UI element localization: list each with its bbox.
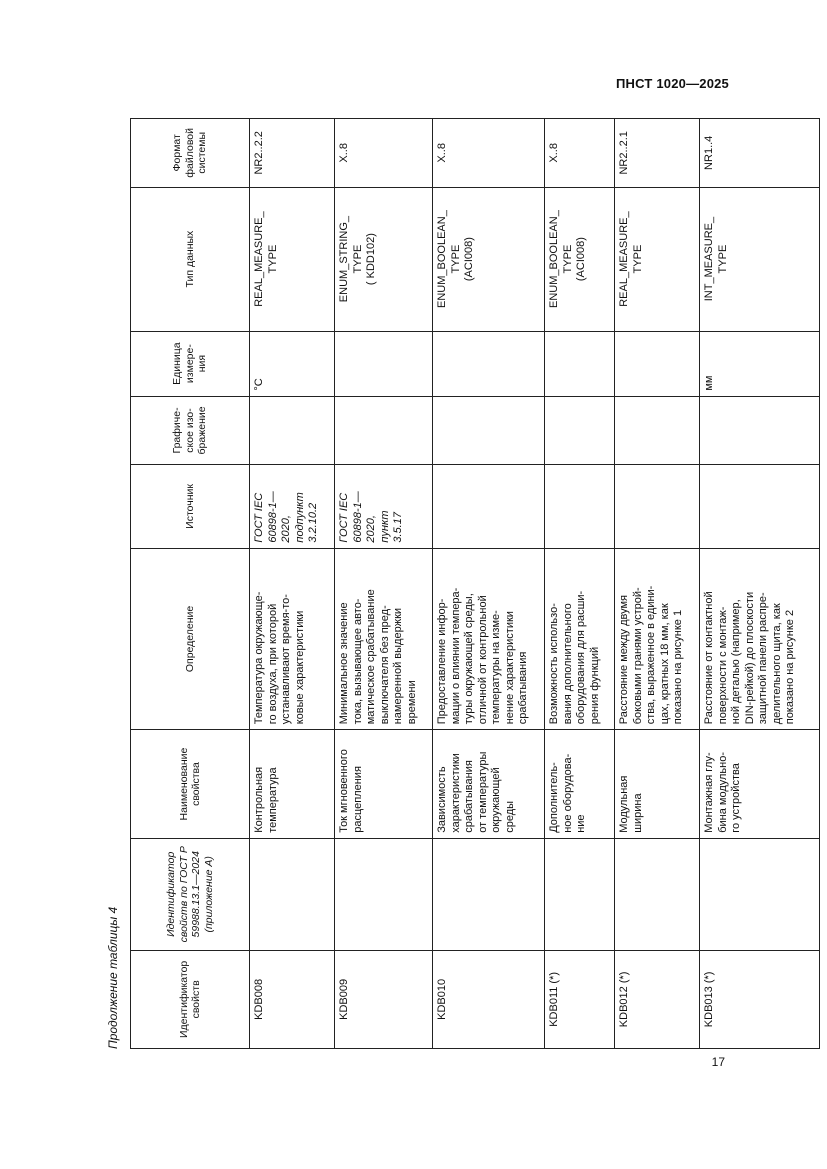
cell-id: KDB013 (*)	[700, 950, 820, 1048]
table-row	[545, 119, 615, 1049]
cell-datatype: INT_MEASURE_ TYPE	[700, 187, 820, 331]
col-header-format: Формат файловой системы	[131, 119, 250, 188]
col-header-definition: Определение	[131, 548, 250, 730]
cell-graphic	[250, 396, 335, 465]
cell-datatype: REAL_MEASURE_ TYPE	[615, 187, 700, 331]
cell-name: Монтажная глу- бина модульно- го устройства	[700, 730, 820, 839]
col-header-id: Идентификатор свойств	[131, 950, 250, 1048]
cell-source	[615, 465, 700, 548]
cell-name: Зависимость характеристики срабатывания от температуры окружающей среды	[433, 730, 545, 839]
cell-name: Модульная ширина	[615, 730, 700, 839]
cell-definition: Расстояние от контактной поверхности с монтаж- ной деталью (например, DIN-рейкой) до плоскости защитной панели распре- делительного щита, как показано на рисунке 2	[700, 548, 820, 730]
properties-table	[130, 118, 820, 1049]
cell-unit: °C	[250, 331, 335, 396]
cell-unit	[433, 331, 545, 396]
col-header-name: Наименование свойства	[131, 730, 250, 839]
cell-graphic	[700, 396, 820, 465]
col-header-graphic: Графиче- ское изо- бражение	[131, 396, 250, 465]
cell-id: KDB012 (*)	[615, 950, 700, 1048]
cell-datatype: ENUM_BOOLEAN_ TYPE (ACI008)	[545, 187, 615, 331]
cell-format: X..8	[335, 119, 433, 188]
table-row	[615, 119, 700, 1049]
table-header-row	[131, 119, 250, 1049]
col-header-source: Источник	[131, 465, 250, 548]
cell-source	[700, 465, 820, 548]
cell-datatype: ENUM_BOOLEAN_ TYPE (ACI008)	[433, 187, 545, 331]
col-header-gost-id: Идентификатор свойств по ГОСТ Р 59988.13.1—2024 (приложение А)	[131, 838, 250, 950]
cell-source	[433, 465, 545, 548]
cell-datatype: ENUM_STRING_ TYPE ( KDD102)	[335, 187, 433, 331]
cell-unit	[335, 331, 433, 396]
cell-gost-id	[545, 838, 615, 950]
table-caption: Продолжение таблицы 4	[106, 906, 120, 1049]
cell-gost-id	[433, 838, 545, 950]
col-header-unit: Единица измере- ния	[131, 331, 250, 396]
cell-id: KDB010	[433, 950, 545, 1048]
cell-definition: Предоставление инфор- мации о влиянии темпера- туры окружающей среды, отличной от контрольной температуры на изме- нение характеристики срабатывания	[433, 548, 545, 730]
cell-format: X..8	[545, 119, 615, 188]
cell-definition: Возможность использо- вания дополнительного оборудования для расши- рения функций	[545, 548, 615, 730]
cell-source: ГОСТ IEC 60898-1— 2020, подпункт 3.2.10.2	[250, 465, 335, 548]
cell-graphic	[433, 396, 545, 465]
cell-graphic	[615, 396, 700, 465]
cell-unit	[545, 331, 615, 396]
cell-gost-id	[250, 838, 335, 950]
cell-source: ГОСТ IEC 60898-1— 2020, пункт 3.5.17	[335, 465, 433, 548]
cell-graphic	[545, 396, 615, 465]
col-header-datatype: Тип данных	[131, 187, 250, 331]
page-number: 17	[711, 1055, 725, 1069]
cell-format: NR2..2.1	[615, 119, 700, 188]
cell-unit	[615, 331, 700, 396]
cell-datatype: REAL_MEASURE_ TYPE	[250, 187, 335, 331]
cell-unit: мм	[700, 331, 820, 396]
cell-gost-id	[335, 838, 433, 950]
cell-gost-id	[700, 838, 820, 950]
cell-source	[545, 465, 615, 548]
cell-name: Ток мгновенного расцепления	[335, 730, 433, 839]
cell-format: X..8	[433, 119, 545, 188]
document-code: ПНСТ 1020—2025	[616, 76, 729, 91]
cell-format: NR2..2.2	[250, 119, 335, 188]
cell-name: Дополнитель- ное оборудова- ние	[545, 730, 615, 839]
cell-definition: Температура окружающе- го воздуха, при которой устанавливают время-то- ковые характеристики	[250, 548, 335, 730]
table-row	[335, 119, 433, 1049]
rotated-table-area	[96, 118, 796, 1049]
cell-graphic	[335, 396, 433, 465]
cell-format: NR1..4	[700, 119, 820, 188]
cell-id: KDB008	[250, 950, 335, 1048]
cell-id: KDB011 (*)	[545, 950, 615, 1048]
cell-definition: Расстояние между двумя боковыми гранями устрой- ства, выраженное в едини- цах, кратных 18 мм, как показано на рисунке 1	[615, 548, 700, 730]
table-row	[700, 119, 820, 1049]
table-row	[433, 119, 545, 1049]
cell-definition: Минимальное значение тока, вызывающее авто- матическое срабатывание выключателя без пред- намеренной выдержки времени	[335, 548, 433, 730]
cell-name: Контрольная температура	[250, 730, 335, 839]
cell-gost-id	[615, 838, 700, 950]
cell-id: KDB009	[335, 950, 433, 1048]
table-row	[250, 119, 335, 1049]
